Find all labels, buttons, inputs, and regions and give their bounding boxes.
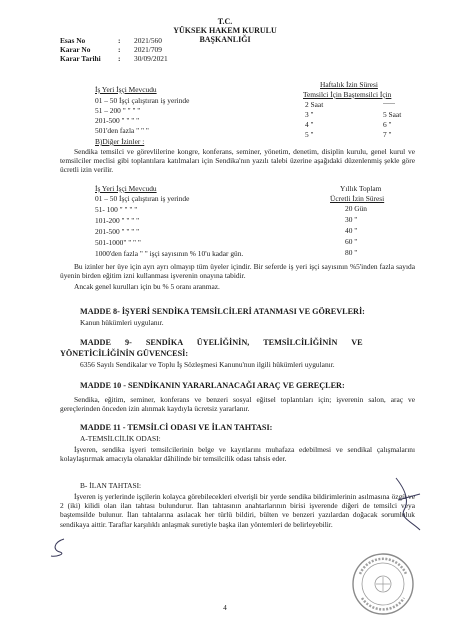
table1-row-left: 51 – 200 " " " " xyxy=(95,106,141,115)
table1-row-bastemsilci: 5 Saat xyxy=(383,110,402,119)
table1-row-temsilci: 2 Saat xyxy=(305,100,324,109)
meta-value-tarih: 30/09/2021 xyxy=(134,54,168,63)
table1-row-left: 501'den fazla " " " xyxy=(95,126,149,135)
table2-row-left: 201-500 " " " " xyxy=(95,227,140,236)
meta-sep-karar: : xyxy=(118,45,121,54)
table1-row-bastemsilci: 6 " xyxy=(383,120,392,129)
madde8-text: Kanun hükümleri uygulanır. xyxy=(80,318,164,327)
signature-mark xyxy=(48,536,70,558)
madde11-sub-a: A-TEMSİLCİLİK ODASI: xyxy=(80,434,161,443)
header-org: YÜKSEK HAKEM KURULU xyxy=(173,26,277,35)
table1-left-header: İş Yeri İşçi Mevcudu xyxy=(95,85,157,94)
madde11-text-a: İşveren, sendika işyeri temsilcilerinin belge ve kayıtlarını muhafaza edebilmesi ve sendikal çalışmalarını kolaylaştırmak amacıyla olanaklar dâhilinde bir temsilcilik odası tahsis eder. xyxy=(60,445,415,464)
table2-row-right: 80 " xyxy=(345,248,358,257)
madde11-sub-b: B- İLAN TAHTASI: xyxy=(80,481,142,490)
table1-right-header-2: Temsilci İçin Baştemsilci İçin xyxy=(303,90,392,99)
genel-kurul-note: Ancak genel kurulları için bu % 5 oranı aranmaz. xyxy=(74,282,220,291)
madde9-title-1: MADDE 9- SENDİKA ÜYELİĞİNİN, TEMSİLCİLİĞİNİN VE xyxy=(80,338,363,347)
table2-row-left: 101-200 " " " " xyxy=(95,216,140,225)
madde10-text: Sendika, eğitim, seminer, konferans ve benzeri sosyal eğitsel toplantıları için; işverenin salon, araç ve gereçlerinden önceden izin alınmak kaydıyla ücretsiz yararlanır. xyxy=(60,395,415,414)
table2-row-right: 60 " xyxy=(345,237,358,246)
eğitim-izni-paragraph: Bu izinler her üye için ayrı ayrı olmayıp tüm üyeler içindir. Bir seferde iş yeri işçi sayısının %5'inden fazla sayıda üyenin birden eğitim izni kullanması işverenin onayına tabidir. xyxy=(60,262,415,281)
table2-right-header-2: Ücretli İzin Süresi xyxy=(330,194,385,203)
madde9-title-2: YÖNETİCİLİĞİNİN GÜVENCESİ: xyxy=(60,349,189,358)
meta-label-karar: Karar No xyxy=(60,45,91,54)
diger-izinler-heading: B)Diğer İzinler : xyxy=(95,137,145,146)
table2-left-header: İş Yeri İşçi Mevcudu xyxy=(95,184,157,193)
table1-row-bastemsilci: ------ xyxy=(383,101,395,107)
diger-izinler-paragraph: Sendika temsilci ve görevlilerine kongre, konferans, seminer, yönetim, denetim, disiplin kurulu, genel kurul ve temsilciler meclisi gibi toplantılara katılmaları için Sendika'nın yazılı talebi üzerine aşağıdaki düzenlenmiş şekle göre ücretli izin verilir. xyxy=(60,147,415,175)
table2-row-left: 51- 100 " " " " xyxy=(95,205,138,214)
table2-row-right: 40 " xyxy=(345,226,358,235)
meta-label-esas: Esas No xyxy=(60,36,86,45)
table2-row-right: 30 " xyxy=(345,215,358,224)
table2-row-left: 01 – 50 İşçi çalıştıran iş yerinde xyxy=(95,194,190,203)
table1-row-temsilci: 3 " xyxy=(305,110,314,119)
madde11-title: MADDE 11 - TEMSİLCİ ODASI VE İLAN TAHTASI: xyxy=(80,423,273,432)
madde10-title: MADDE 10 - SENDİKANIN YARARLANACAĞI ARAÇ VE GEREÇLER: xyxy=(80,381,345,390)
madde8-title: MADDE 8- İŞYERİ SENDİKA TEMSİLCİLERİ ATANMASI VE GÖREVLERİ: xyxy=(80,307,365,316)
table1-row-left: 01 – 50 İşçi çalıştıran iş yerinde xyxy=(95,96,190,105)
table1-right-header-1: Haftalık İzin Süresi xyxy=(320,80,378,89)
meta-value-esas: 2021/560 xyxy=(134,36,162,45)
signature-mark xyxy=(390,470,430,550)
table2-right-header-1: Yıllık Toplam xyxy=(340,184,382,193)
madde9-text: 6356 Sayılı Sendikalar ve Toplu İş Sözleşmesi Kanunu'nun ilgili hükümleri uygulanır. xyxy=(80,360,335,369)
table2-row-right: 20 Gün xyxy=(345,204,367,213)
meta-label-tarih: Karar Tarihi xyxy=(60,54,101,63)
table2-row-left: 1000'den fazla " " işçi sayısının % 10'u kadar gün. xyxy=(95,249,244,258)
madde11-text-b: İşveren iş yerlerinde işçilerin kolayca görebilecekleri elverişli bir yerde sendika bildirimlerinin asılmasına özgü ve 2 (iki) kilidi olan ilan tahtası bulundurur. İlan tahtasının anahtarlarının birisi işverende diğeri de temsilci veya baştemsilde bulunur. İlan tahtalarına asılacak her türlü bildiri, bülten ve benzeri yazılardan doğacak sorumluluk sendikaya aittir. Taraflar karşılıklı anlaşmak suretiyle başka ilan yöntemleri de belirleyebilir. xyxy=(60,492,415,529)
table2-row-left: 501-1000" " " " xyxy=(95,238,141,247)
page-number: 4 xyxy=(223,603,227,612)
meta-sep-tarih: : xyxy=(118,54,121,63)
table1-row-temsilci: 4 " xyxy=(305,120,314,129)
table1-row-left: 201-500 " " " " xyxy=(95,116,140,125)
meta-value-karar: 2021/709 xyxy=(134,45,162,54)
table1-row-bastemsilci: 7 " xyxy=(383,130,392,139)
table1-row-temsilci: 5 " xyxy=(305,130,314,139)
meta-sep-esas: : xyxy=(118,36,121,45)
header-dept: BAŞKANLIĞI xyxy=(199,35,251,44)
header-tc: T.C. xyxy=(217,17,233,26)
